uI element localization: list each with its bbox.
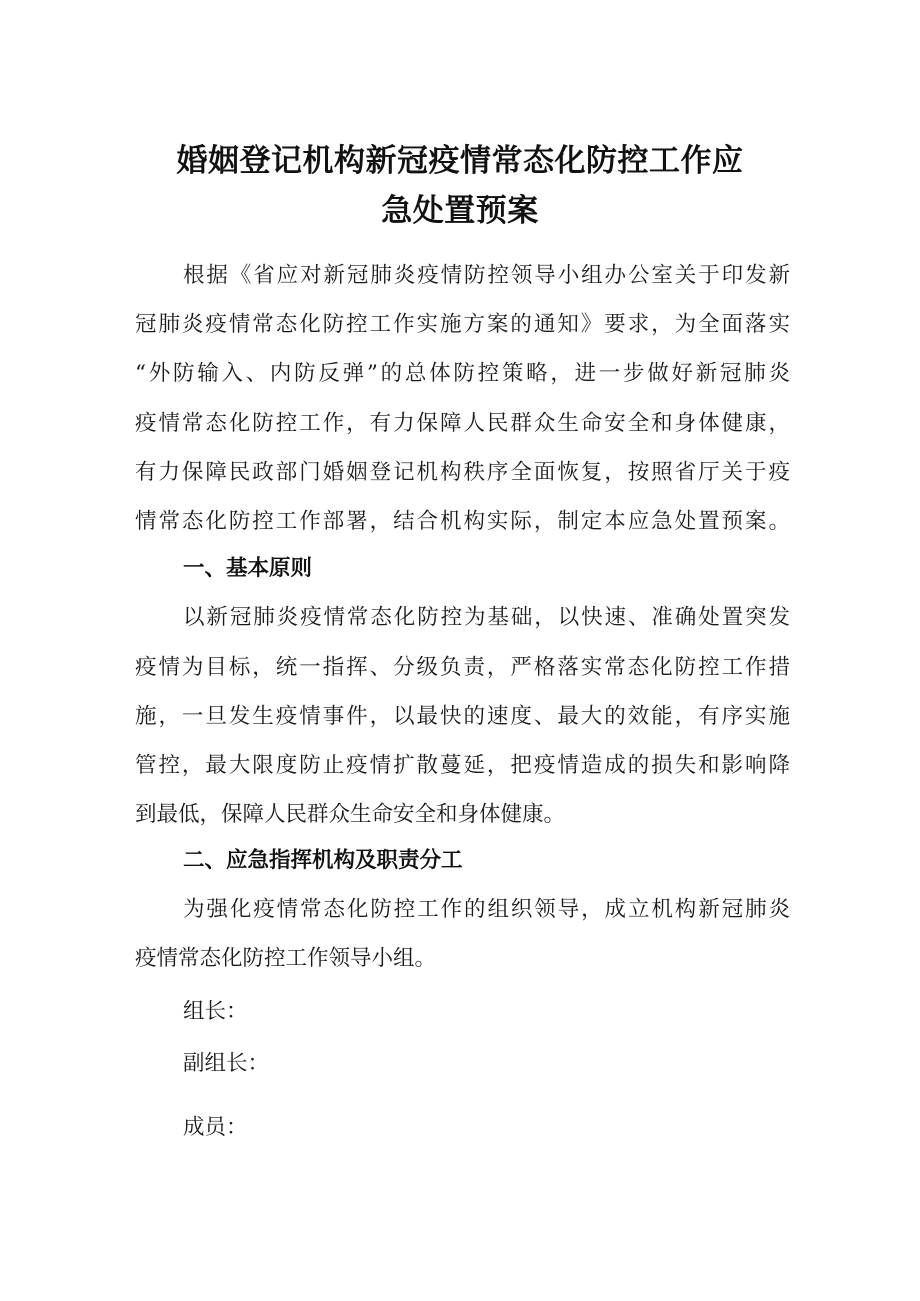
deputy-leader-label: 副组长： — [183, 1051, 270, 1076]
section-2-line-1: 为强化疫情常态化防控工作的组织领导，成立机构新冠肺炎 — [183, 897, 790, 922]
section-1-line-4: 管控，最大限度防止疫情扩散蔓延，把疫情造成的损失和影响降 — [135, 753, 790, 778]
section-1-line-5: 到最低，保障人民群众生命安全和身体健康。 — [135, 802, 566, 827]
intro-line-2: 冠肺炎疫情常态化防控工作实施方案的通知》要求，为全面落实 — [135, 312, 790, 337]
intro-line-5: 有力保障民政部门婚姻登记机构秩序全面恢复，按照省厅关于疫 — [135, 460, 790, 485]
section-1-line-3: 施，一旦发生疫情事件，以最快的速度、最大的效能，有序实施 — [135, 704, 790, 729]
intro-line-3: “外防输入、内防反弹”的总体防控策略，进一步做好新冠肺炎 — [135, 361, 790, 386]
section-1-line-1: 以新冠肺炎疫情常态化防控为基础，以快速、准确处置突发 — [183, 605, 790, 630]
document-title-line-1: 婚姻登记机构新冠疫情常态化防控工作应 — [176, 143, 744, 179]
leader-label: 组长： — [183, 999, 248, 1024]
intro-line-6: 情常态化防控工作部署，结合机构实际，制定本应急处置预案。 — [135, 509, 790, 534]
intro-line-4: 疫情常态化防控工作，有力保障人民群众生命安全和身体健康， — [135, 411, 790, 436]
intro-line-1: 根据《省应对新冠肺炎疫情防控领导小组办公室关于印发新 — [183, 263, 790, 288]
section-1-line-2: 疫情为目标，统一指挥、分级负责，严格落实常态化防控工作措 — [135, 655, 790, 680]
section-2-heading: 二、应急指挥机构及职责分工 — [183, 848, 463, 873]
members-label: 成员： — [183, 1115, 248, 1140]
section-2-line-2: 疫情常态化防控工作领导小组。 — [135, 946, 437, 971]
section-1-heading: 一、基本原则 — [183, 556, 313, 581]
document-title-line-2: 急处置预案 — [381, 193, 539, 229]
